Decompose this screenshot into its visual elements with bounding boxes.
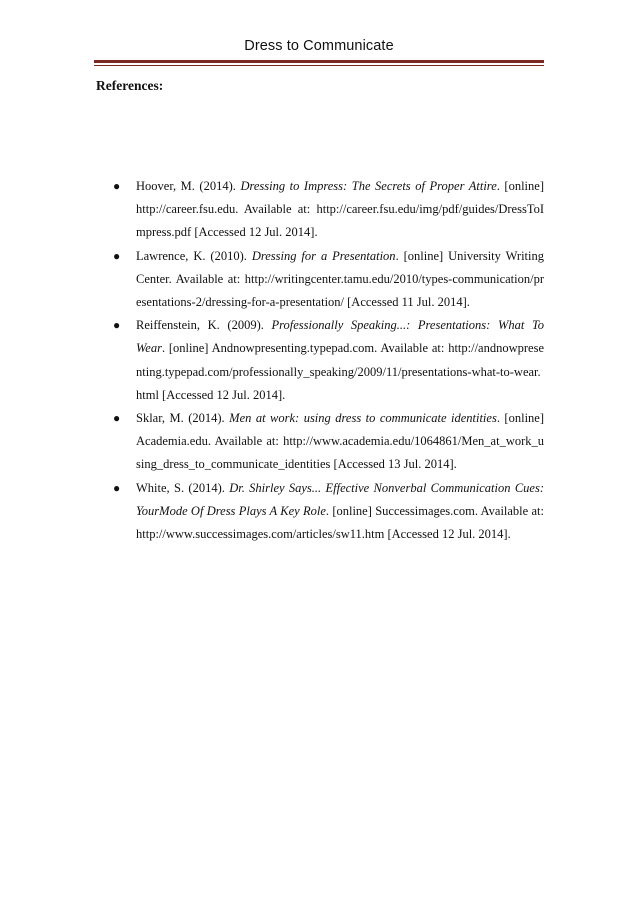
bullet-icon: ● [113, 248, 121, 263]
reference-accessed: [Accessed 12 Jul. 2014]. [191, 225, 318, 240]
reference-item [96, 407, 544, 477]
bullet-icon: ● [113, 318, 121, 333]
reference-accessed: [Accessed 12 Jul. 2014]. [384, 527, 511, 542]
reference-medium: . [online] Successimages.com. Available at: [325, 503, 544, 518]
header-rule-thick [94, 60, 544, 63]
reference-item [96, 477, 544, 547]
reference-title: Men at work: using dress to communicate identities [229, 411, 497, 426]
references-heading: References: [96, 78, 164, 93]
reference-url[interactable]: http://www.academia.edu/1064861/Men_at_work_using_dress_to_communicate_identities [136, 434, 545, 472]
reference-accessed: [Accessed 13 Jul. 2014]. [330, 457, 457, 472]
page-header-title: Dress to Communicate [244, 38, 394, 54]
reference-author-year: Lawrence, K. (2010). [136, 248, 247, 263]
reference-title: Dressing for a Presentation [251, 248, 396, 263]
reference-title: Professionally Speaking...: Presentations: What To Wear [136, 318, 545, 356]
reference-url[interactable]: http://career.fsu.edu/img/pdf/guides/DressToImpress.pdf [136, 202, 545, 240]
reference-medium: . [online] Andnowpresenting.typepad.com. Available at: [161, 341, 445, 356]
reference-author-year: White, S. (2014). [136, 480, 225, 495]
reference-url[interactable]: http://www.successimages.com/articles/sw11.htm [136, 527, 385, 542]
reference-medium: . [online] Academia.edu. Available at: [136, 411, 545, 449]
reference-url[interactable]: http://writingcenter.tamu.edu/2010/types-communication/presentations-2/dressing-for-a-presentation/ [136, 271, 544, 310]
reference-accessed: [Accessed 12 Jul. 2014]. [158, 387, 286, 402]
reference-item [96, 245, 544, 315]
reference-title: Dr. Shirley Says... Effective Nonverbal Communication Cues: YourMode Of Dress Plays A Key Role [136, 480, 544, 518]
bullet-icon: ● [113, 411, 121, 426]
reference-author-year: Reiffenstein, K. (2009). [136, 318, 264, 333]
reference-item [96, 314, 544, 407]
reference-item [96, 175, 544, 245]
reference-title: Dressing to Impress: The Secrets of Proper Attire [240, 179, 497, 193]
bullet-icon: ● [113, 480, 121, 495]
reference-url[interactable]: http://andnowpresenting.typepad.com/professionally_speaking/2009/11/presentations-what-to-wear.html [136, 341, 545, 402]
header-rule-thin [94, 65, 544, 66]
reference-list [96, 175, 544, 546]
bullet-icon: ● [113, 179, 121, 193]
reference-medium: . [online] http://career.fsu.edu. Available at: [136, 179, 544, 217]
reference-medium: . [online] University Writing Center. Available at: [136, 248, 544, 286]
reference-author-year: Sklar, M. (2014). [136, 411, 225, 426]
reference-author-year: Hoover, M. (2014). [136, 179, 236, 193]
reference-accessed: [Accessed 11 Jul. 2014]. [344, 295, 470, 310]
